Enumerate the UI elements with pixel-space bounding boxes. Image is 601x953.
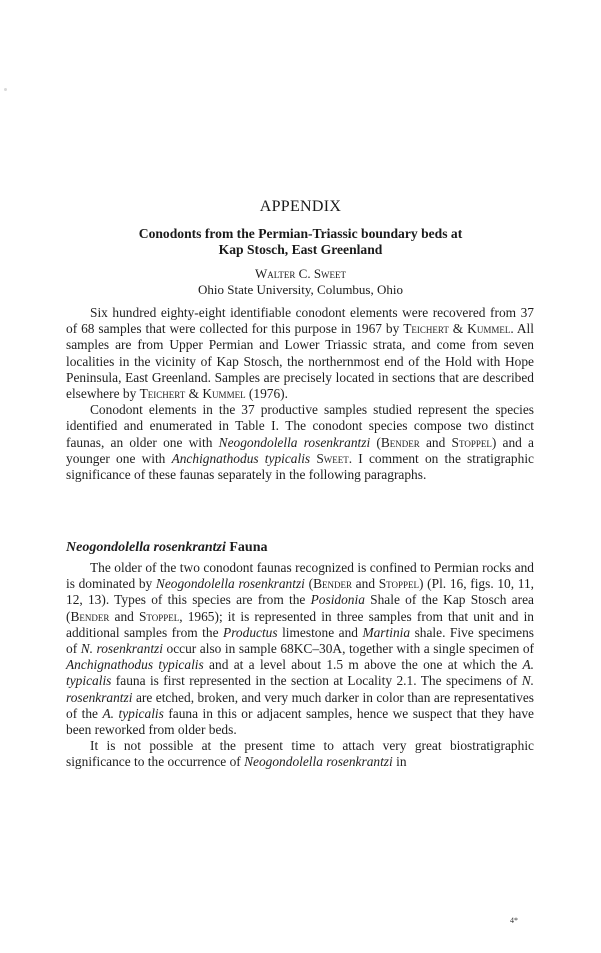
section-paragraph-2: It is not possible at the present time to attach very great biostratigraphic significance to the occurrence of Neogondolella rosenkrantzi in	[66, 738, 534, 770]
intro-body	[66, 305, 534, 483]
scan-speck	[4, 88, 7, 91]
section-body	[66, 560, 534, 771]
paper-title-line-1: Conodonts from the Permian-Triassic boundary beds at	[138, 226, 463, 241]
paper-title-line-2: Kap Stosch, East Greenland	[218, 242, 383, 257]
appendix-heading: APPENDIX	[259, 198, 342, 215]
page-signature: 4*	[510, 916, 518, 925]
section-heading: Neogondolella rosenkrantzi Fauna	[66, 540, 268, 555]
intro-paragraph-2: Conodont elements in the 37 productive samples studied represent the species identified and enumerated in Table I. The conodont species compose two distinct faunas, an older one with Neogondolella rosenkrantzi (Bender and Stoppel) and a younger one with Anchignathodus typicalis Sweet. I comment on the stratigraphic significance of these faunas separately in the following paragraphs.	[66, 402, 535, 483]
section-paragraph-1: The older of the two conodont faunas recognized is confined to Permian rocks and is dominated by Neogondolella rosenkrantzi (Bender and Stoppel) (Pl. 16, figs. 10, 11, 12, 13). Types of this species are from the Posidonia Shale of the Kap Stosch area (Bender and Stoppel, 1965); it is represented in three samples from that unit and in additional samples from the Productus limestone and Martinia shale. Five specimens of N. rosenkrantzi occur also in sample 68KC–30A, together with a single specimen of Anchignathodus typicalis and at a level about 1.5 m above the one at which the A. typicalis fauna is first represented in the section at Locality 2.1. The specimens of N. rosenkrantzi are etched, broken, and very much darker in color than are representatives of the A. typicalis fauna in this or adjacent samples, hence we suspect that they have been reworked from older beds.	[66, 560, 535, 738]
intro-paragraph-1: Six hundred eighty-eight identifiable conodont elements were recovered from 37 of 68 samples that were collected for this purpose in 1967 by Teichert & Kummel. All samples are from Upper Permian and Lower Triassic strata, and come from seven localities in the vicinity of Kap Stosch, the northernmost end of the Hold with Hope Peninsula, East Greenland. Samples are precisely located in sections that are described elsewhere by Teichert & Kummel (1976).	[66, 305, 534, 402]
author: Walter C. Sweet	[254, 266, 347, 281]
affiliation: Ohio State University, Columbus, Ohio	[198, 282, 403, 297]
